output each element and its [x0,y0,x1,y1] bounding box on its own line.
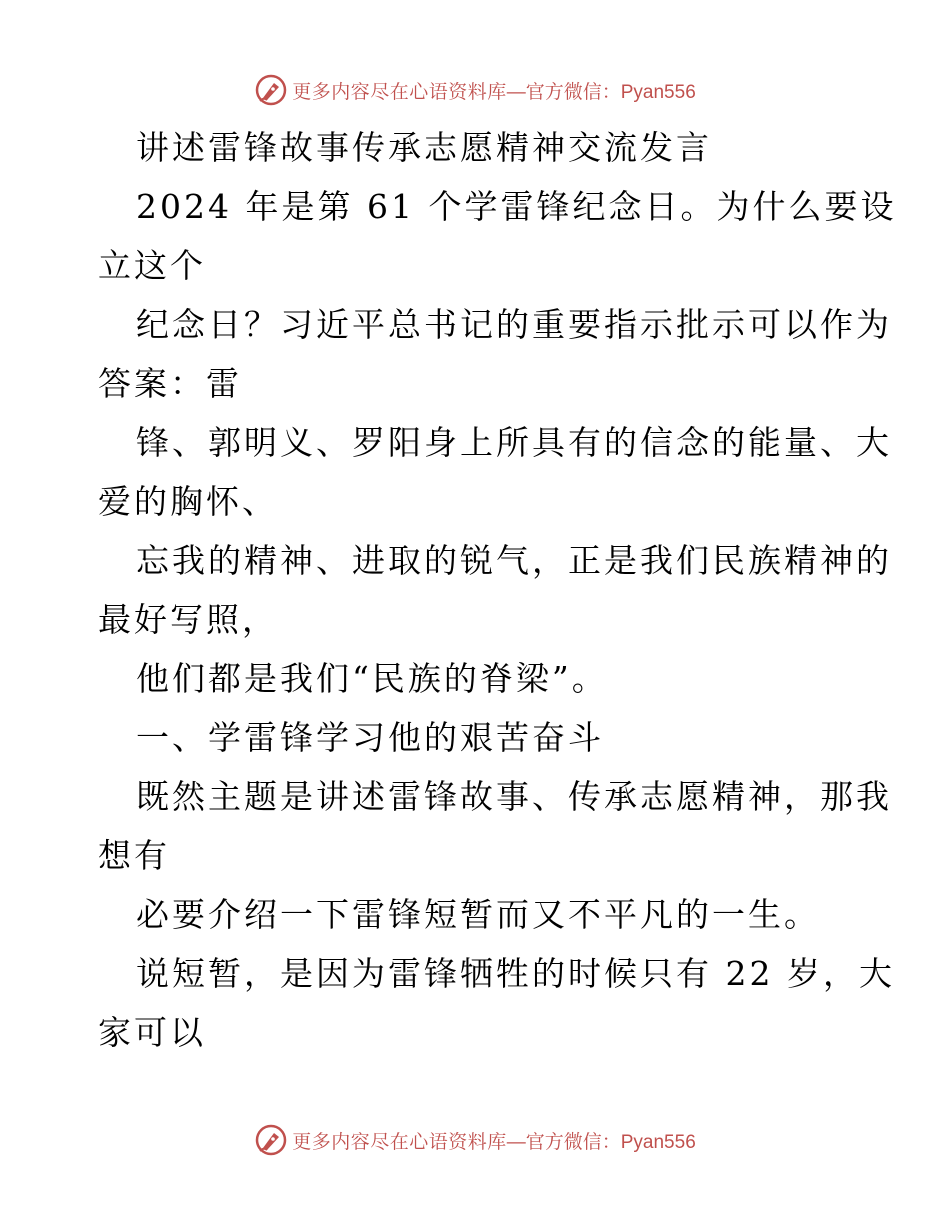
text-line: 最好写照， [98,600,278,639]
section-heading: 一、学雷锋学习他的艰苦奋斗 [136,718,604,757]
text-line: 既然主题是讲述雷锋故事、传承志愿精神，那我 [136,777,892,816]
text-line: 爱的胸怀、 [98,482,278,521]
document-body [98,118,897,1062]
header-contact-text: —官方微信：Pyan556 [506,81,696,103]
text-line: 他们都是我们“民族的脊梁”。 [136,659,608,698]
text-line: 家可以 [98,1013,206,1052]
text-line: 说短暂，是因为雷锋牺牲的时候只有 22 岁，大 [136,954,895,993]
text-line: 纪念日？习近平总书记的重要指示批示可以作为 [136,305,892,344]
footer-contact-text: —官方微信：Pyan556 [506,1131,696,1153]
text-line: 2024 年是第 61 个学雷锋纪念日。为什么要设 [136,187,897,226]
text-line: 锋、郭明义、罗阳身上所具有的信念的能量、大 [136,423,892,462]
pen-nib-logo-icon [254,73,288,107]
text-line: 想有 [98,836,170,875]
document-title: 讲述雷锋故事传承志愿精神交流发言 [136,128,712,167]
header-watermark [0,70,950,110]
text-line: 必要介绍一下雷锋短暂而又不平凡的一生。 [136,895,820,934]
pen-nib-logo-icon [254,1123,288,1157]
footer-brand-text: 更多内容尽在心语资料库 [292,1130,507,1153]
text-line: 答案：雷 [98,364,242,403]
text-line: 忘我的精神、进取的锐气，正是我们民族精神的 [136,541,892,580]
footer-watermark [0,1120,950,1160]
text-line: 立这个 [98,246,206,285]
header-brand-text: 更多内容尽在心语资料库 [292,80,507,103]
